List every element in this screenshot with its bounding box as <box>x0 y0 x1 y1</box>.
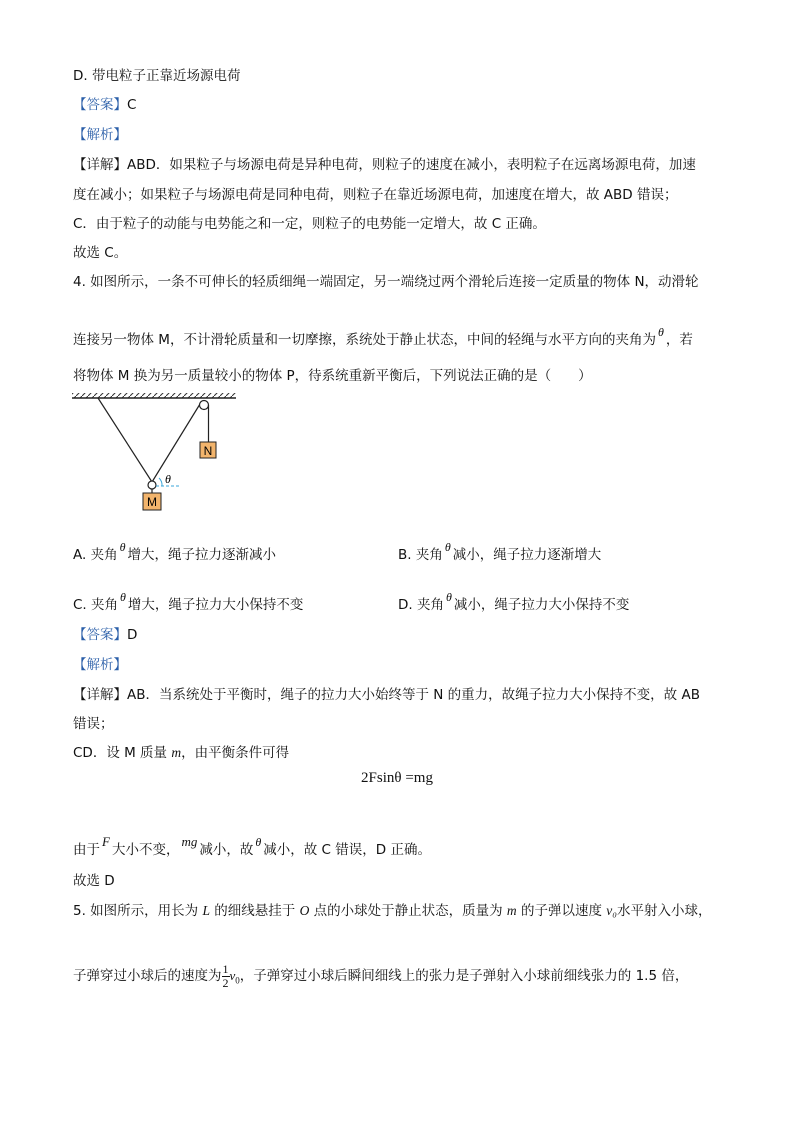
option-a[interactable] <box>73 537 276 565</box>
mg-symbol: mg <box>181 834 198 849</box>
equilibrium-formula: 2Fsinθ =mg <box>361 770 433 786</box>
analysis-tag: 【解析】 <box>73 127 127 143</box>
detail-2-line-4 <box>73 832 724 860</box>
answer-line <box>73 95 724 115</box>
option-c[interactable] <box>73 587 303 615</box>
q5-a-mid2: 点的小球处于静止状态，质量为 <box>313 903 503 919</box>
fraction-numerator: 1 <box>222 961 229 976</box>
subscript-zero: 0 <box>235 975 240 986</box>
force-symbol: F <box>102 834 110 849</box>
question-4-line-1: 4. 如图所示，一条不可伸长的轻质细绳一端固定，另一端绕过两个滑轮后连接一定质量的物体 N，动滑轮 <box>73 274 699 290</box>
option-a-text: 增大，绳子拉力逐渐减小 <box>127 547 276 563</box>
q5-a-mid3: 的子弹以速度 <box>520 903 602 919</box>
theta-symbol: θ <box>119 540 126 554</box>
theta-symbol: θ <box>444 540 451 554</box>
theta-symbol: θ <box>657 325 664 339</box>
detail-line-3: C．由于粒子的动能与电势能之和一定，则粒子的电势能一定增大，故 C 正确。 <box>73 216 546 232</box>
theta-symbol: θ <box>445 590 452 604</box>
question-4-line-2 <box>73 322 724 350</box>
figure-theta-label: θ <box>165 472 171 486</box>
rope-left <box>98 398 152 482</box>
moving-pulley-icon <box>148 481 156 489</box>
question-5-line-1 <box>73 901 724 921</box>
q5-b-pre: 子弹穿过小球后的速度为 <box>73 968 222 984</box>
question-4-line-3: 将物体 M 换为另一质量较小的物体 P，待系统重新平衡后，下列说法正确的是（ ） <box>73 368 592 384</box>
analysis-tag-2: 【解析】 <box>73 657 127 673</box>
velocity-symbol: v₀ <box>606 903 617 918</box>
choose-line-2: 故选 D <box>73 873 115 889</box>
mass-symbol: m <box>506 903 517 918</box>
v-symbol: v <box>229 968 236 983</box>
question-5-line-2 <box>73 962 724 995</box>
block-n-label: N <box>203 444 213 458</box>
d4-c: 减小，故 <box>199 842 254 858</box>
option-d-text: D. 带电粒子正靠近场源电荷 <box>73 68 241 84</box>
theta-symbol: θ <box>120 590 126 604</box>
q4-text-b: ，若 <box>665 332 693 348</box>
option-a-label: A. 夹角 <box>73 547 118 563</box>
option-c-label: C. 夹角 <box>73 597 119 613</box>
option-b-label: B. 夹角 <box>398 547 443 563</box>
answer-value: D <box>127 627 138 643</box>
cd-text-b: ，由平衡条件可得 <box>181 745 290 761</box>
d4-b: 大小不变， <box>111 842 180 858</box>
mass-symbol: m <box>171 745 182 760</box>
fixed-pulley-icon <box>200 401 209 410</box>
q5-a-pre: 5. 如图所示，用长为 <box>73 903 199 919</box>
half-fraction <box>222 963 230 990</box>
d4-d: 减小，故 C 错误，D 正确。 <box>263 842 431 858</box>
detail-2-line-1: 【详解】AB．当系统处于平衡时，绳子的拉力大小始终等于 N 的重力，故绳子拉力大小保持不变，故 AB <box>73 687 700 703</box>
detail-line-2: 度在减小；如果粒子与场源电荷是同种电荷，则粒子在靠近场源电荷，加速度在增大，故 ABD 错误； <box>73 187 678 203</box>
block-m-label: M <box>147 495 157 509</box>
answer-tag: 【答案】 <box>73 97 127 113</box>
detail-2-line-2: 错误； <box>73 716 114 732</box>
answer-value: C <box>127 97 137 113</box>
option-b[interactable] <box>398 537 601 565</box>
answer-tag: 【答案】 <box>73 627 127 643</box>
rope-middle <box>152 404 200 482</box>
detail-line-1: 【详解】ABD．如果粒子与场源电荷是异种电荷，则粒子的速度在减小，表明粒子在远离场源电荷，加速 <box>73 157 696 173</box>
q5-b-post: ，子弹穿过小球后瞬间细线上的张力是子弹射入小球前细线张力的 1.5 倍， <box>239 968 689 984</box>
fraction-denominator: 2 <box>222 975 229 990</box>
q5-a-mid1: 的细线悬挂于 <box>214 903 296 919</box>
choose-line: 故选 C。 <box>73 245 128 261</box>
cd-text-a: CD．设 M 质量 <box>73 745 168 761</box>
option-c-text: 增大，绳子拉力大小保持不变 <box>127 597 304 613</box>
pulley-figure <box>70 390 240 520</box>
option-b-text: 减小，绳子拉力逐渐增大 <box>452 547 602 563</box>
option-d-label: D. 夹角 <box>398 597 444 613</box>
q4-text-a: 连接另一物体 M，不计滑轮质量和一切摩擦，系统处于静止状态，中间的轻绳与水平方向的夹角为 <box>73 332 656 348</box>
q5-a-post: 水平射入小球， <box>616 903 712 919</box>
option-d[interactable] <box>398 587 629 615</box>
option-d-text: 减小，绳子拉力大小保持不变 <box>453 597 630 613</box>
d4-a: 由于 <box>73 842 100 858</box>
point-o-symbol: O <box>299 903 310 918</box>
theta-symbol: θ <box>255 835 262 849</box>
length-symbol: L <box>202 903 210 918</box>
answer-line-2 <box>73 625 724 645</box>
detail-2-line-3 <box>73 743 724 763</box>
